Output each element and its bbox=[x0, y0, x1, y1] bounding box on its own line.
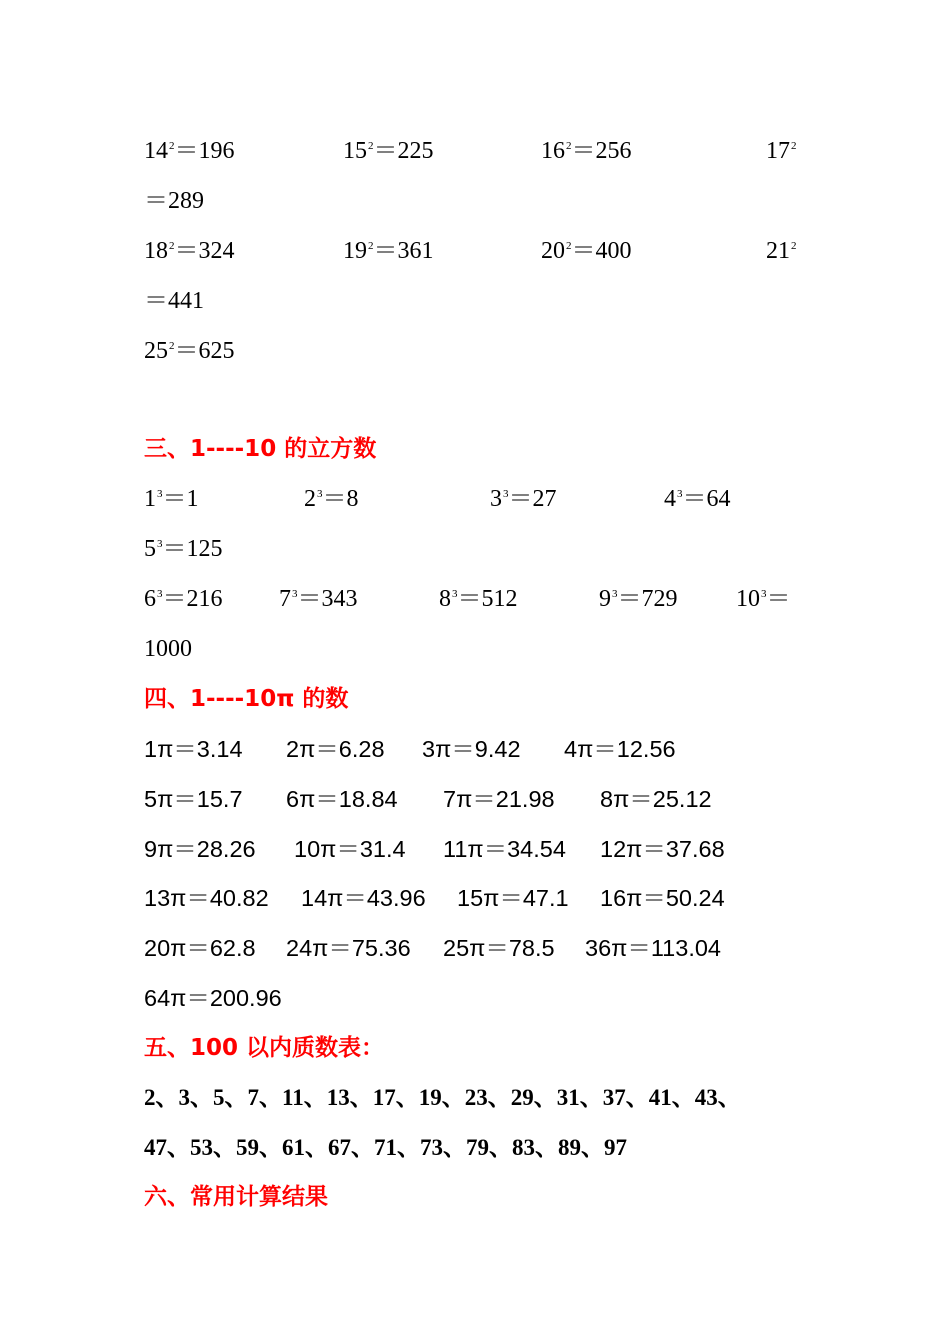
pi-item: 13π＝40.82 bbox=[144, 885, 269, 911]
square-item: $20^2=400$ bbox=[541, 238, 632, 264]
cube-item: $2^3=8$ bbox=[304, 486, 359, 512]
square-item: $18^2=324$ bbox=[144, 238, 235, 264]
square-item: $14^2=196$ bbox=[144, 138, 235, 164]
cube-item: $9^3=729$ bbox=[599, 586, 678, 612]
cubes-heading-line bbox=[0, 434, 950, 484]
pi-item: 9π＝28.26 bbox=[144, 836, 256, 862]
cube-item: $7^3=343$ bbox=[279, 586, 358, 612]
square-item: $25^2=625$ bbox=[144, 338, 235, 364]
square-item: $21^2$ bbox=[766, 238, 797, 264]
pi-item: 2π＝6.28 bbox=[286, 736, 385, 762]
primes-list-text: 2、3、5、7、11、13、17、19、23、29、31、37、41、43、 bbox=[144, 1085, 741, 1110]
pi-row-5 bbox=[0, 933, 950, 983]
pi-row-2 bbox=[0, 784, 950, 834]
pi-item: 20π＝62.8 bbox=[144, 935, 256, 961]
pi-item: 14π＝43.96 bbox=[301, 885, 426, 911]
section-heading-common: 六、常用计算结果 bbox=[144, 1184, 328, 1210]
cube-item: $6^3=216$ bbox=[144, 586, 223, 612]
square-item: $17^2$ bbox=[766, 138, 797, 164]
section-heading-primes: 五、100 以内质数表： bbox=[144, 1035, 385, 1061]
cube-item: $3^3=27$ bbox=[490, 486, 557, 512]
section-heading-pi: 四、1----10π 的数 bbox=[144, 686, 349, 712]
common-heading-line bbox=[0, 1182, 950, 1232]
pi-item: 12π＝37.68 bbox=[600, 836, 725, 862]
primes-line-2 bbox=[0, 1133, 950, 1183]
squares-row-2-wrap bbox=[0, 286, 950, 336]
pi-item: 11π＝34.54 bbox=[443, 836, 566, 862]
primes-list-text: 47、53、59、61、67、71、73、79、83、89、97 bbox=[144, 1135, 627, 1160]
pi-item: 36π＝113.04 bbox=[585, 935, 721, 961]
pi-item: 64π＝200.96 bbox=[144, 985, 282, 1011]
pi-item: 6π＝18.84 bbox=[286, 786, 398, 812]
pi-row-1 bbox=[0, 734, 950, 784]
pi-row-6 bbox=[0, 983, 950, 1033]
cubes-row-2 bbox=[0, 534, 950, 584]
pi-item: 1π＝3.14 bbox=[144, 736, 243, 762]
pi-item: 24π＝75.36 bbox=[286, 935, 411, 961]
pi-row-3 bbox=[0, 834, 950, 884]
pi-item: 4π＝12.56 bbox=[564, 736, 676, 762]
squares-row-3 bbox=[0, 336, 950, 386]
pi-item: 25π＝78.5 bbox=[443, 935, 555, 961]
squares-row-1-wrap bbox=[0, 186, 950, 236]
primes-line-1 bbox=[0, 1083, 950, 1133]
cubes-row-3 bbox=[0, 584, 950, 634]
pi-item: 16π＝50.24 bbox=[600, 885, 725, 911]
square-wrap-text: ＝289 bbox=[144, 188, 204, 214]
cubes-row-1 bbox=[0, 484, 950, 534]
cube-item: $5^3=125$ bbox=[144, 536, 223, 562]
primes-heading-line bbox=[0, 1033, 950, 1083]
cube-item: $1^3=1$ bbox=[144, 486, 199, 512]
section-heading-cubes: 三、1----10 的立方数 bbox=[144, 436, 377, 462]
pi-item: 8π＝25.12 bbox=[600, 786, 712, 812]
square-item: $15^2=225$ bbox=[343, 138, 434, 164]
cube-item: $4^3=64$ bbox=[664, 486, 731, 512]
pi-row-4 bbox=[0, 883, 950, 933]
pi-heading-line bbox=[0, 684, 950, 734]
square-wrap-text: ＝441 bbox=[144, 288, 204, 314]
squares-row-2 bbox=[0, 236, 950, 286]
pi-item: 7π＝21.98 bbox=[443, 786, 555, 812]
squares-row-1 bbox=[0, 136, 950, 186]
cubes-row-3-wrap bbox=[0, 634, 950, 684]
pi-item: 15π＝47.1 bbox=[457, 885, 569, 911]
pi-item: 10π＝31.4 bbox=[294, 836, 406, 862]
cube-item: $8^3=512$ bbox=[439, 586, 518, 612]
pi-item: 3π＝9.42 bbox=[422, 736, 521, 762]
cube-item: $10^3=$ bbox=[736, 586, 791, 612]
square-item: $16^2=256$ bbox=[541, 138, 632, 164]
pi-item: 5π＝15.7 bbox=[144, 786, 243, 812]
cube-wrap-text: 1000 bbox=[144, 636, 192, 662]
square-item: $19^2=361$ bbox=[343, 238, 434, 264]
